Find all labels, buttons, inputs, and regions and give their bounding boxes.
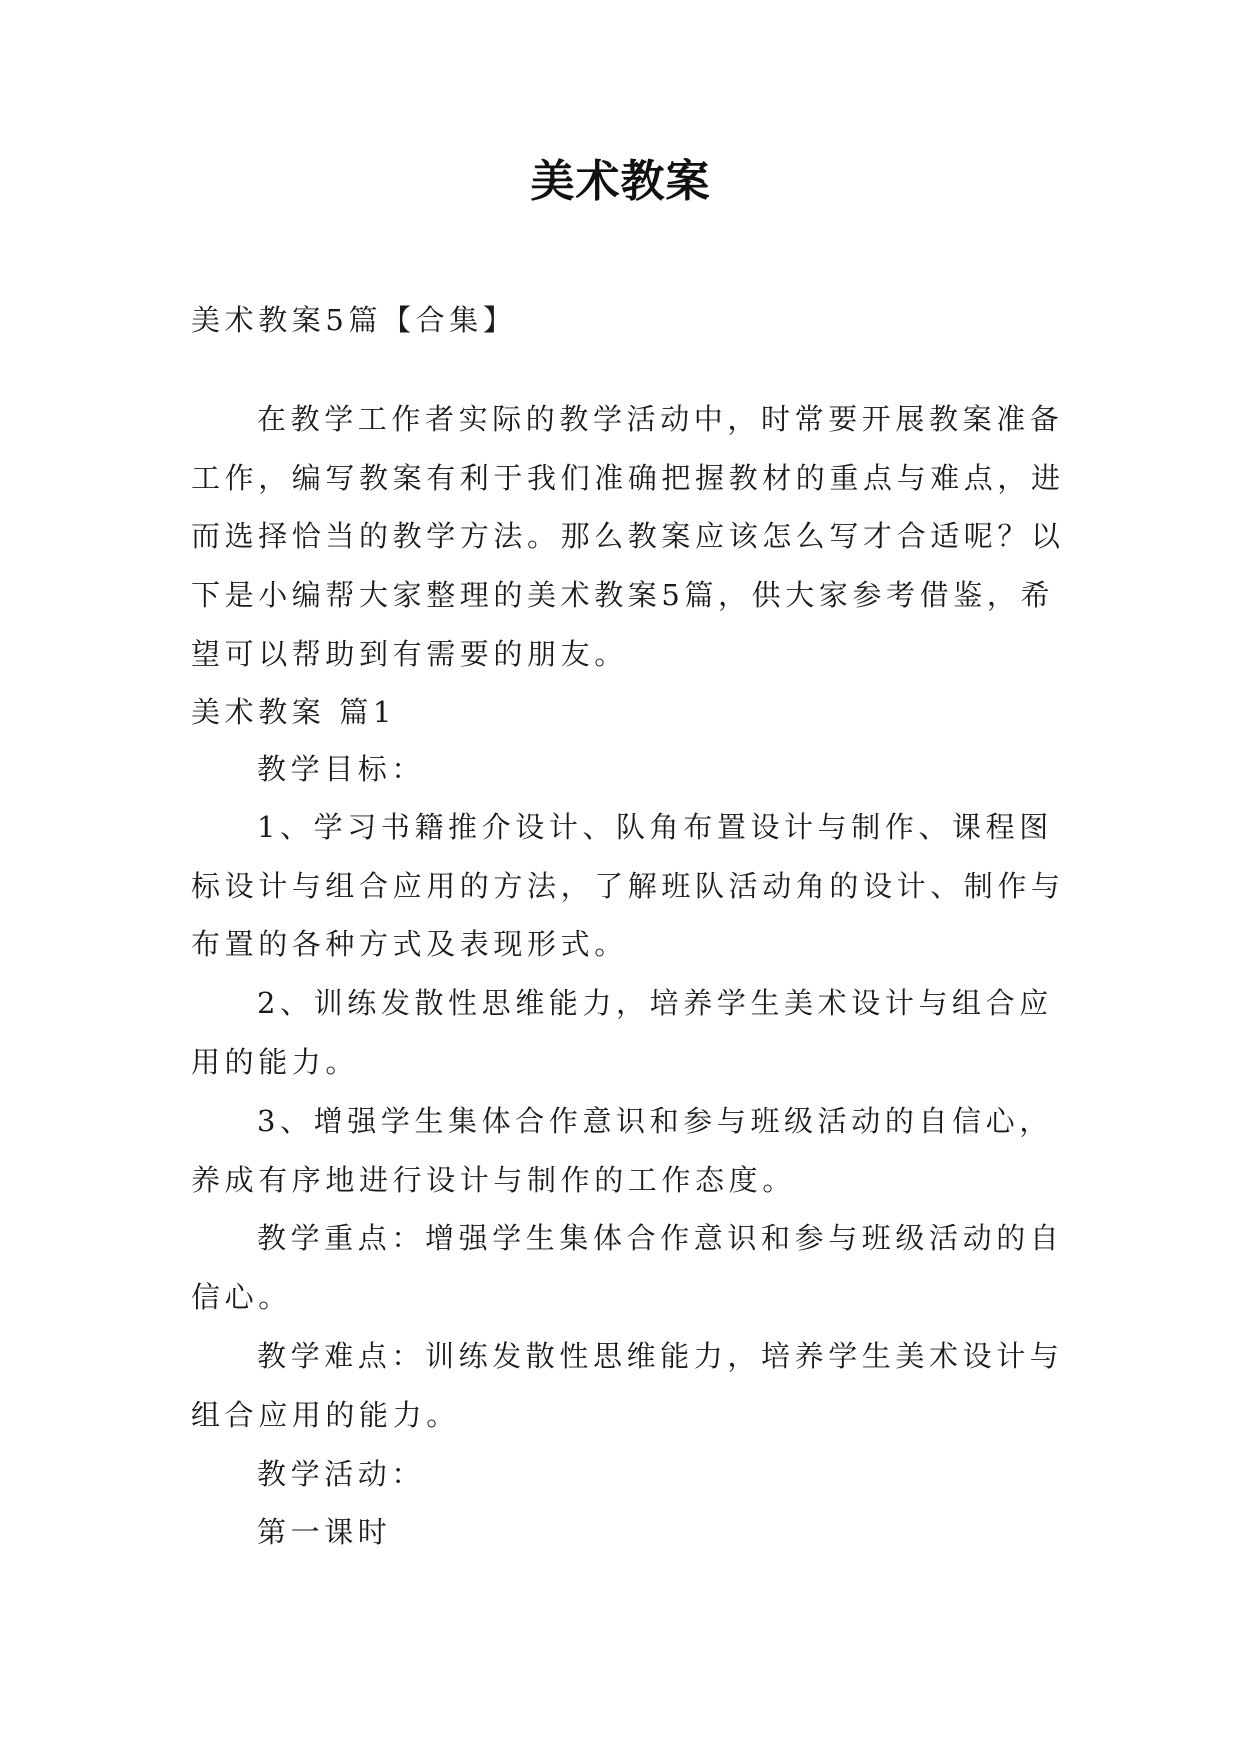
difficulty-line: 组合应用的能力。 (191, 1397, 460, 1432)
document-title: 美术教案 (530, 156, 711, 207)
objective-line: 3、增强学生集体合作意识和参与班级活动的自信心， (257, 1103, 1053, 1138)
objective-line: 标设计与组合应用的方法，了解班队活动角的设计、制作与 (191, 868, 1065, 903)
objective-line: 布置的各种方式及表现形式。 (191, 927, 628, 962)
objectives-label: 教学目标： (257, 751, 426, 786)
intro-line: 工作，编写教案有利于我们准确把握教材的重点与难点，进 (191, 460, 1065, 495)
objective-line: 1、学习书籍推介设计、队角布置设计与制作、课程图 (257, 809, 1053, 844)
first-lesson-label: 第一课时 (257, 1515, 392, 1550)
intro-line: 望可以帮助到有需要的朋友。 (191, 636, 628, 671)
key-point-line: 教学重点：增强学生集体合作意识和参与班级活动的自 (257, 1221, 1064, 1256)
document-subtitle: 美术教案5篇【合集】 (191, 303, 517, 337)
difficulty-line: 教学难点：训练发散性思维能力，培养学生美术设计与 (257, 1338, 1064, 1373)
objective-line: 养成有序地进行设计与制作的工作态度。 (191, 1162, 796, 1197)
activities-label: 教学活动： (257, 1456, 426, 1491)
section-heading: 美术教案 篇1 (191, 694, 396, 729)
intro-paragraph (191, 390, 1065, 684)
intro-line: 而选择恰当的教学方法。那么教案应该怎么写才合适呢？以 (191, 519, 1065, 554)
key-point-paragraph (191, 1209, 1064, 1327)
document-body (191, 291, 1065, 1562)
objective-3-paragraph (191, 1092, 1051, 1210)
objective-2-paragraph (191, 974, 1051, 1092)
key-point-line: 信心。 (191, 1280, 292, 1315)
objective-line: 用的能力。 (191, 1044, 360, 1079)
intro-line: 在教学工作者实际的教学活动中，时常要开展教案准备 (257, 401, 1064, 436)
objective-line: 2、训练发散性思维能力，培养学生美术设计与组合应 (257, 986, 1053, 1021)
difficulty-paragraph (191, 1327, 1064, 1445)
intro-line: 下是小编帮大家整理的美术教案5篇，供大家参考借鉴，希 (191, 578, 1055, 613)
objective-1-paragraph (191, 798, 1065, 974)
